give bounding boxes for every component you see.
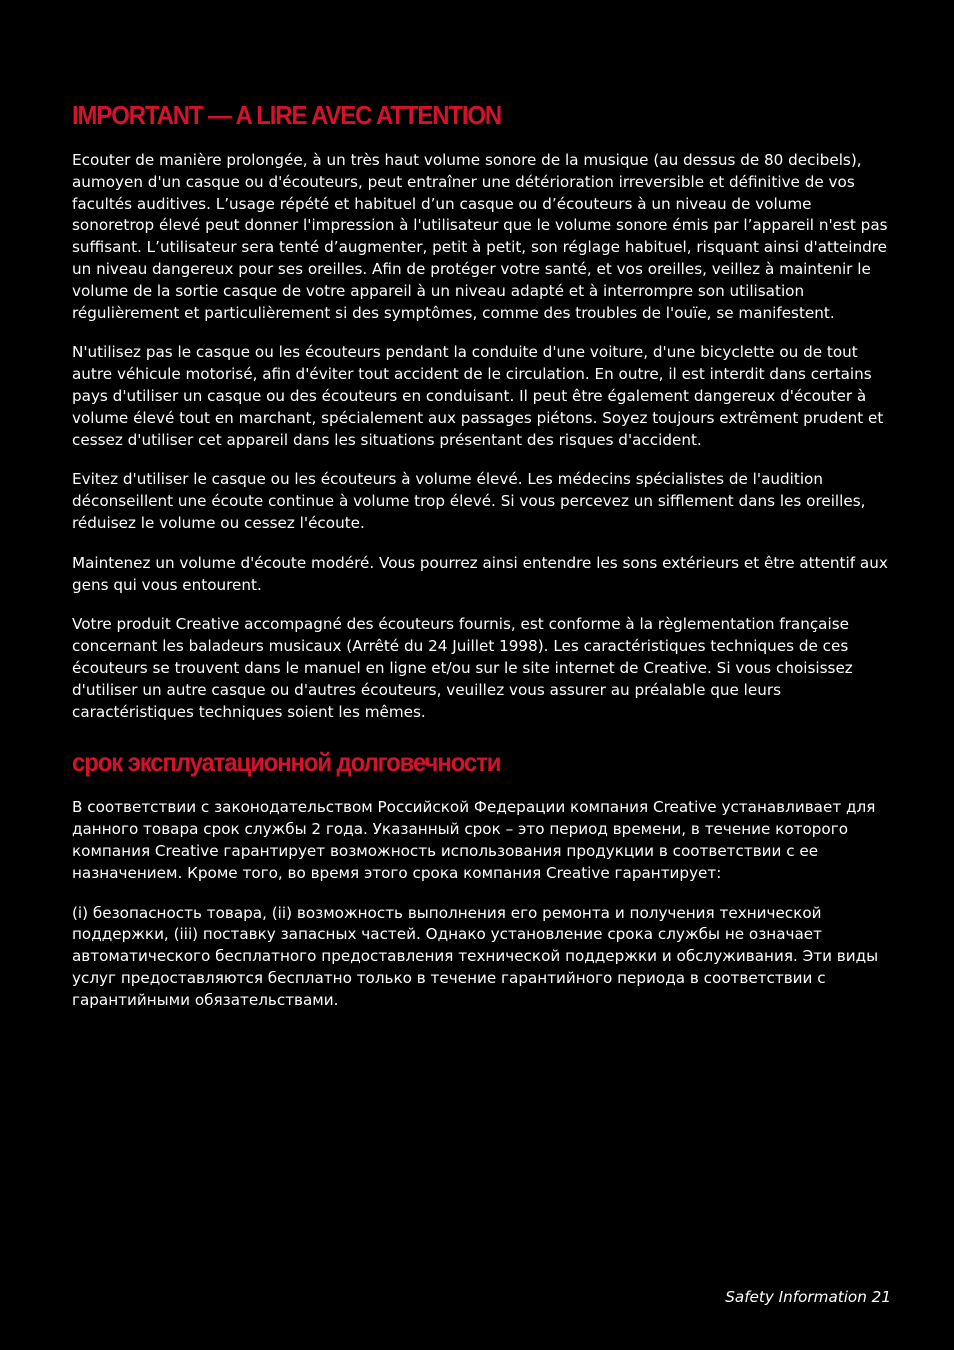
section-heading-important: IMPORTANT — A LIRE AVEC ATTENTION — [72, 100, 502, 130]
section-heading-service-life: срок эксплуатационной долговечности — [72, 747, 501, 778]
paragraph-moderate-volume: Maintenez un volume d'écoute modéré. Vous pourrez ainsi entendre les sons extérieurs et être attentif aux gens qui vous entourent. — [72, 553, 888, 594]
paragraph-high-volume: Evitez d'utiliser le casque ou les écouteurs à volume élevé. Les médecins spécialistes de l'audition déconseillent une écoute continue à volume trop élevé. Si vous percevez un sifflement dans les oreilles, réduisez le volume ou cessez l'écoute. — [72, 470, 866, 532]
paragraph-compliance: Votre produit Creative accompagné des écouteurs fournis, est conforme à la règlementation française concernant les baladeurs musicaux (Arrêté du 24 Juillet 1998). Les caractéristiques techniques de ces écouteurs se trouvent dans le manuel en ligne et/ou sur le site internet de Creative. Si vous choisissez d'utiliser un autre casque ou d'autres écouteurs, veuillez vous assurer au préalable que leurs caractéristiques techniques soient les mêmes. — [72, 615, 853, 721]
paragraph-guarantees: (i) безопасность товара, (ii) возможность выполнения его ремонта и получения технической поддержки, (iii) поставку запасных частей. Однако установление срока службы не означает автоматического бесплатного предоставления технической поддержки и обслуживания. Эти виды услуг предоставляются бесплатно только в течение гарантийного периода в соответствии с гарантийными обязательствами. — [72, 903, 879, 1009]
page-footer: Safety Information 21 — [725, 1288, 891, 1306]
paragraph-driving-warning: N'utilisez pas le casque ou les écouteurs pendant la conduite d'une voiture, d'une bicyclette ou de tout autre véhicule motorisé, afin d'éviter tout accident de le circulation. En outre, il est interdit dans certains pays d'utiliser un casque ou des écouteurs en conduisant. Il peut être également dangereux d'écouter à volume élevé tout en marchant, spécialement aux passages piétons. Soyez toujours extrêment prudent et cessez d'utiliser cet appareil dans les situations présentant des risques d'accident. — [72, 343, 884, 449]
section-important-fr — [72, 98, 892, 723]
section-service-life-ru — [72, 745, 892, 1011]
paragraph-hearing-damage: Ecouter de manière prolongée, à un très haut volume sonore de la musique (au dessus de 80 decibels), aumoyen d'un casque ou d'écouteurs, peut entraîner une détérioration irreversible et définitive de vos facultés auditives. L’usage répété et habituel d’un casque ou d’écouteurs à un niveau de volume sonoretrop élevé peut donner l'impression à l'utilisateur que le volume sonore émis par l’appareil n'est pas suffisant. L’utilisateur sera tenté d’augmenter, petit à petit, son réglage habituel, risquant ainsi d'atteindre un niveau dangereux pour ses oreilles. Afin de protéger votre santé, et vos oreilles, veillez à maintenir le volume de la sortie casque de votre appareil à un niveau adapté et à interrompre son utilisation régulièrement et particulièrement si des symptômes, comme des troubles de l'ouïe, se manifestent. — [72, 151, 888, 322]
document-page — [72, 98, 892, 1030]
paragraph-service-life: В соответствии с законодательством Российской Федерации компания Creative устанавливает для данного товара срок службы 2 года. Указанный срок – это период времени, в течение которого компания Creative гарантирует возможность использования продукции в соответствии с ее назначением. Кроме того, во время этого срока компания Creative гарантирует: — [72, 798, 876, 882]
